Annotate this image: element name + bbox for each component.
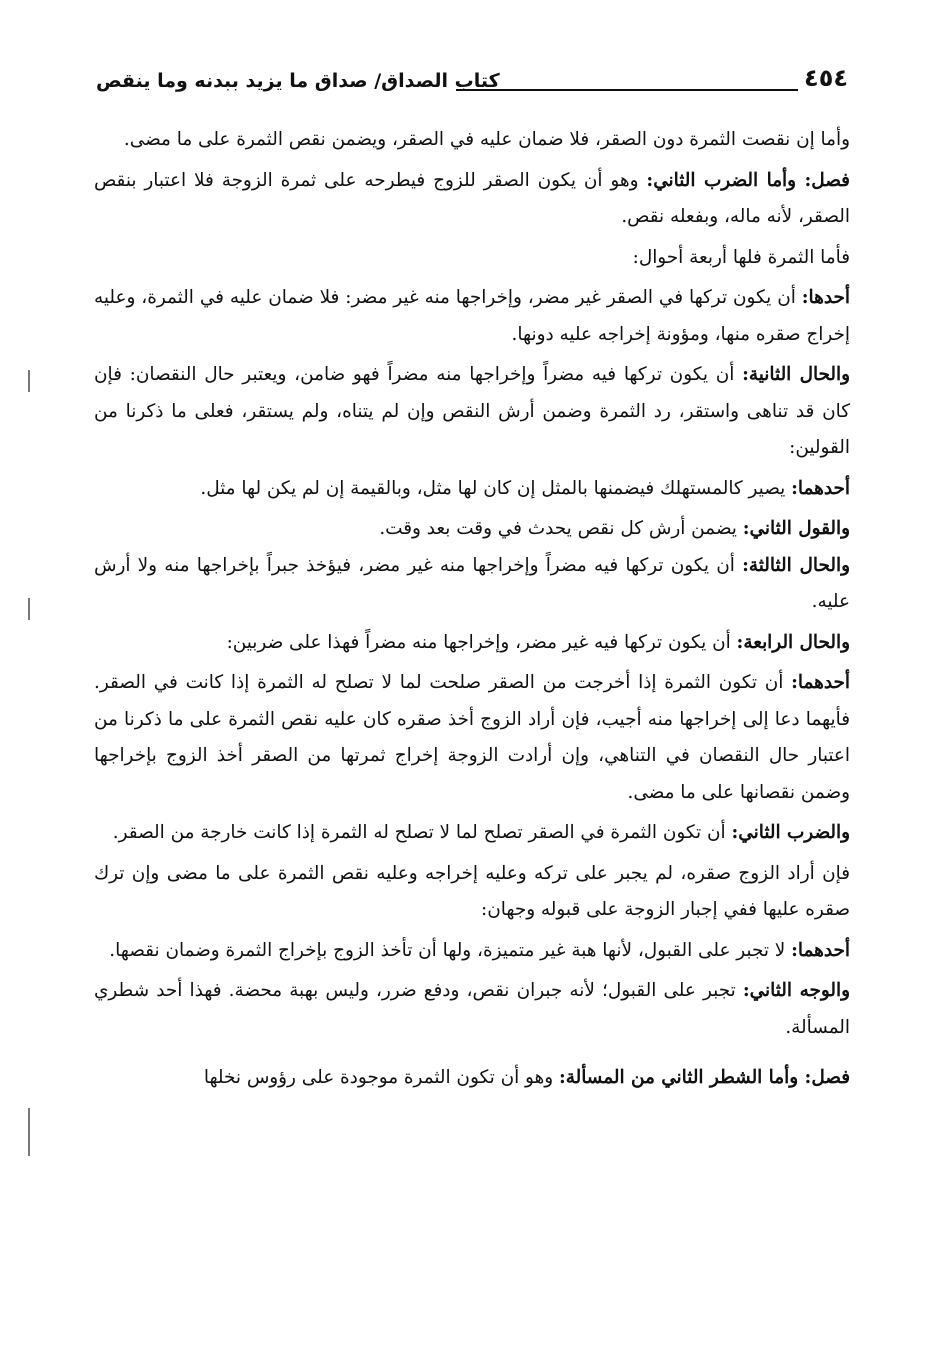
page-header [96,62,848,102]
paragraph-lead: أحدهما: [791,939,850,961]
paragraph-13 [94,933,850,970]
paragraph-text: وأما إن نقصت الثمرة دون الصقر، فلا ضمان عليه في الصقر، ويضمن نقص الثمرة على ما مضى. [123,129,850,150]
paragraph-12 [94,856,850,929]
paragraph-9 [94,625,850,662]
paragraph-text: أن تكون الثمرة في الصقر تصلح لما لا تصلح له الثمرة إذا كانت خارجة من الصقر. [112,822,732,843]
margin-mark [28,598,30,620]
paragraph-15 [94,1060,850,1097]
paragraph-lead: أحدها: [801,287,850,308]
margin-mark [28,370,30,392]
running-title: كتاب الصداق/ صداق ما يزيد ببدنه وما ينقص [96,70,500,92]
page-body [94,122,850,1101]
page-number: ٤٥٤ [804,64,848,92]
header-rule [456,89,798,91]
paragraph-text: أن يكون تركها في الصقر غير مضر، وإخراجها منه غير مضر: فلا ضمان عليه في الثمرة، وعليه إخراج صقره منها، ومؤونة إخراجه عليه دونها. [94,287,850,345]
paragraph-lead: فصل: وأما الضرب الثاني: [646,169,850,191]
paragraph-lead: أحدهما: [791,672,850,693]
paragraph-text: فإن أراد الزوج صقره، لم يجبر على تركه وعليه إخراجه وعليه نقص الثمرة على ما مضى وإن ترك صقره عليها ففي إجبار الزوجة على قبوله وجهان: [94,862,850,920]
paragraph-text: أن يكون تركها فيه غير مضر، وإخراجها منه مضراً فهذا على ضربين: [226,631,737,653]
paragraph-text: يصير كالمستهلك فيضمنها بالمثل إن كان لها مثل، وبالقيمة إن لم يكن لها مثل. [200,477,792,499]
paragraph-lead: والحال الثانية: [742,364,851,385]
paragraph-8 [94,548,850,621]
paragraph-lead: والضرب الثاني: [731,822,850,843]
paragraph-10 [94,665,850,811]
paragraph-lead: والحال الثالثة: [742,554,850,576]
paragraph-text: أن تكون الثمرة إذا أخرجت من الصقر صلحت لما لا تصلح له الثمرة إذا كانت في الصقر. فأيهما دعا إلى إخراجها منه أجيب، فإن أراد الزوج أخذ صقره كان عليه نقص الثمرة على ما ذكرنا من اعتبار حال النقصان في التناهي، وإن أرادت الزوجة إخراج ثمرتها من الصقر أخذ الزوج بإخراجها وضمن نقصانها على ما مضى. [94,672,850,803]
paragraph-4 [94,280,850,353]
paragraph-lead: والحال الرابعة: [736,631,850,653]
paragraph-6 [94,471,850,508]
paragraph-text: أن يكون تركها فيه مضراً وإخراجها منه مضراً فهو ضامن، ويعتبر حال النقصان: فإن كان قد تناهى واستقر، رد الثمرة وضمن أرش النقص وإن لم يتناه، ولم يستقر، فعلى ما ذكرنا من القولين: [94,364,850,458]
paragraph-14 [94,973,850,1046]
paragraph-lead: أحدهما: [791,477,850,499]
paragraph-text: تجبر على القبول؛ لأنه جبران نقص، ودفع ضرر، وليس بهبة محضة. فهذا أحد شطري المسألة. [94,980,850,1038]
paragraph-text: لا تجبر على القبول، لأنها هبة غير متميزة، ولها أن تأخذ الزوج بإخراج الثمرة وضمان نقصها. [109,939,792,961]
paragraph-2 [94,163,850,236]
paragraph-text: وهو أن تكون الثمرة موجودة على رؤوس نخلها [203,1067,559,1088]
paragraph-text: وهو أن يكون الصقر للزوج فيطرحه على ثمرة الزوجة فلا اعتبار بنقص الصقر، لأنه ماله، وبفعله نقص. [94,169,850,227]
paragraph-text: أن يكون تركها فيه مضراً وإخراجها منه غير مضر، فيؤخذ جبراً بإخراجها منه ولا أرش عليه. [94,554,850,612]
paragraph-text: فأما الثمرة فلها أربعة أحوال: [632,246,850,268]
paragraph-5 [94,357,850,467]
paragraph-7 [94,511,850,548]
paragraph-3 [94,240,850,277]
paragraph-lead: والقول الثاني: [742,518,850,539]
paragraph-lead: فصل: وأما الشطر الثاني من المسألة: [558,1067,850,1088]
margin-mark [28,1108,30,1156]
paragraph-lead: والوجه الثاني: [742,980,850,1001]
paragraph-text: يضمن أرش كل نقص يحدث في وقت بعد وقت. [379,518,743,539]
paragraph-11 [94,815,850,852]
paragraph-1 [94,122,850,159]
